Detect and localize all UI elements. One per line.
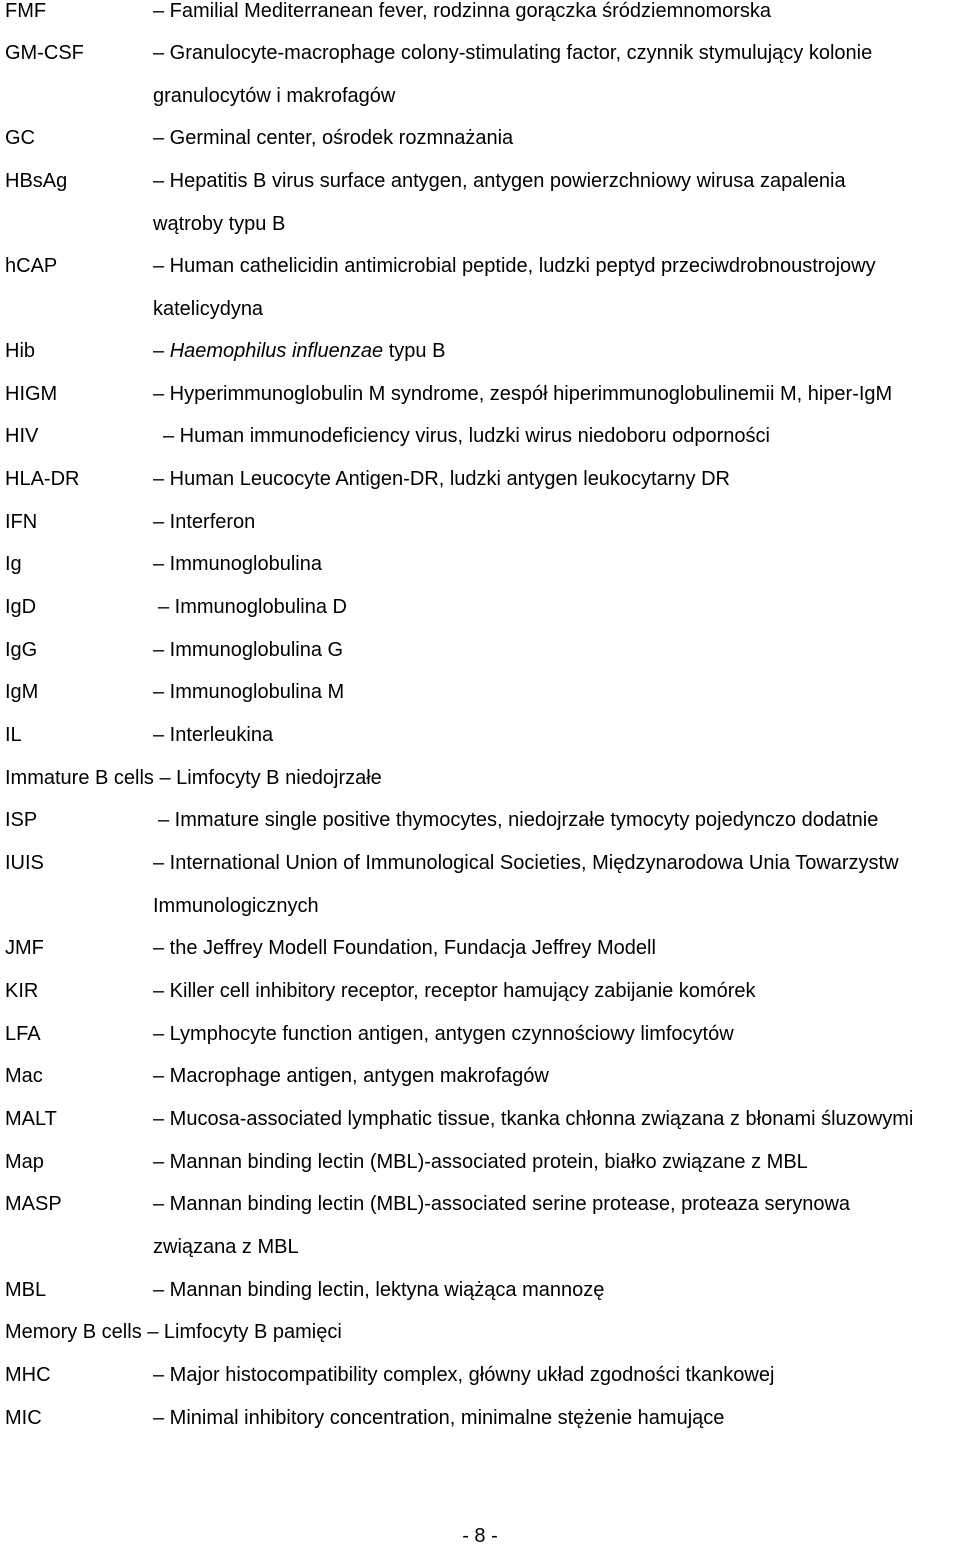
abbreviation: ISP [5,809,38,831]
definition-italic: Haemophilus influenzae [169,340,384,362]
definition: – Interferon [153,511,256,533]
definition: – Hepatitis B virus surface antygen, antygen powierzchniowy wirusa zapalenia [153,170,846,192]
definition: – Mannan binding lectin (MBL)-associated serine protease, proteaza serynowa [153,1193,851,1215]
abbreviation: Hib [5,340,36,362]
abbreviation: IUIS [5,852,44,874]
definition-continuation: katelicydyna [153,298,264,320]
abbreviation: JMF [5,937,44,959]
definition-continuation: wątroby typu B [153,213,286,235]
definition: – Hyperimmunoglobulin M syndrome, zespół hiperimmunoglobulinemii M, hiper-IgM [153,383,893,405]
definition: – Killer cell inhibitory receptor, receptor hamujący zabijanie komórek [153,980,756,1002]
definition: – Minimal inhibitory concentration, minimalne stężenie hamujące [153,1407,725,1429]
definition: – Germinal center, ośrodek rozmnażania [153,127,514,149]
abbreviation: IL [5,724,22,746]
definition: – Macrophage antigen, antygen makrofagów [153,1065,549,1087]
page-number: - 8 - [462,1525,498,1547]
abbreviation: IgG [5,639,38,661]
definition: – Human cathelicidin antimicrobial peptide, ludzki peptyd przeciwdrobnoustrojowy [153,255,876,277]
definition-suffix: typu B [383,340,446,362]
definition: – the Jeffrey Modell Foundation, Fundacja Jeffrey Modell [153,937,656,959]
definition-prefix: – [153,340,170,362]
definition-continuation: związana z MBL [153,1236,299,1258]
inline-entry: Immature B cells – Limfocyty B niedojrzałe [5,767,382,789]
abbreviation: GC [5,127,35,149]
definition: – Mannan binding lectin, lektyna wiążąca mannozę [153,1279,605,1301]
definition: – Mannan binding lectin (MBL)-associated protein, białko związane z MBL [153,1151,808,1173]
abbreviation: IFN [5,511,38,533]
abbreviation: GM-CSF [5,42,84,64]
abbreviation: MALT [5,1108,57,1130]
definition: – Familial Mediterranean fever, rodzinna gorączka śródziemnomorska [153,0,772,22]
inline-entry: Memory B cells – Limfocyty B pamięci [5,1321,342,1343]
abbreviation: IgM [5,681,39,703]
definition: – Interleukina [153,724,274,746]
abbreviation: hCAP [5,255,58,277]
abbreviation: Map [5,1151,44,1173]
definition: – International Union of Immunological Societies, Międzynarodowa Unia Towarzystw [153,852,899,874]
abbreviation: HBsAg [5,170,68,192]
abbreviation: MBL [5,1279,47,1301]
definition-continuation: granulocytów i makrofagów [153,85,396,107]
definition: – Mucosa-associated lymphatic tissue, tkanka chłonna związana z błonami śluzowymi [153,1108,914,1130]
abbreviation: MASP [5,1193,62,1215]
abbreviation: MHC [5,1364,51,1386]
definition: – Major histocompatibility complex, główny układ zgodności tkankowej [153,1364,775,1386]
definition-continuation: Immunologicznych [153,895,319,917]
definition: – Human immunodeficiency virus, ludzki wirus niedoboru odporności [163,425,770,447]
definition: – Lymphocyte function antigen, antygen czynnościowy limfocytów [153,1023,734,1045]
abbreviation: Ig [5,553,22,575]
abbreviation: MIC [5,1407,42,1429]
abbreviation: HIV [5,425,39,447]
abbreviation: IgD [5,596,37,618]
abbreviation: HIGM [5,383,58,405]
definition: – Immunoglobulina M [153,681,345,703]
definition: – Immunoglobulina [153,553,322,575]
abbreviation: FMF [5,0,47,22]
definition: – Granulocyte-macrophage colony-stimulating factor, czynnik stymulujący kolonie [153,42,873,64]
definition [153,336,445,366]
definition: – Immunoglobulina D [158,596,347,618]
abbreviation: KIR [5,980,39,1002]
definition: – Immature single positive thymocytes, niedojrzałe tymocyty pojedynczo dodatnie [158,809,879,831]
definition: – Immunoglobulina G [153,639,344,661]
definition: – Human Leucocyte Antigen-DR, ludzki antygen leukocytarny DR [153,468,730,490]
abbreviation: Mac [5,1065,43,1087]
abbreviation: HLA-DR [5,468,80,490]
abbreviation: LFA [5,1023,41,1045]
